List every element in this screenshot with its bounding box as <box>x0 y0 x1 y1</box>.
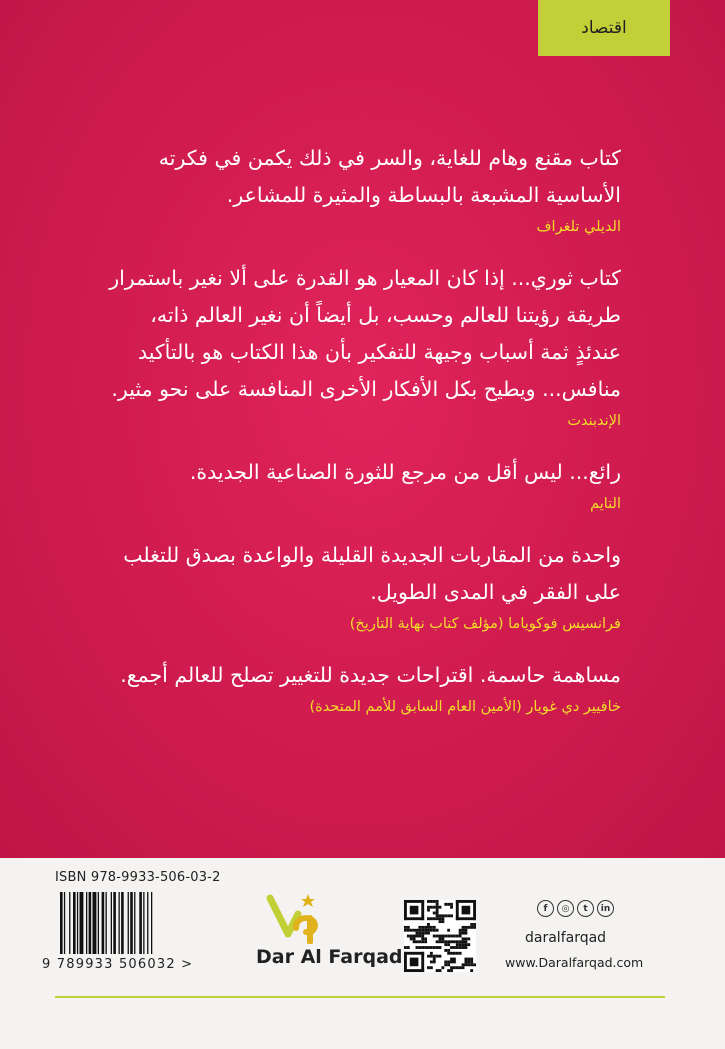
review <box>95 454 621 515</box>
facebook-icon[interactable]: f <box>537 900 554 917</box>
review-line: مساهمة حاسمة. اقتراحات جديدة للتغيير تصلح للعالم أجمع. <box>120 663 621 687</box>
barcode-digits: 9 789933 506032 > <box>42 957 194 972</box>
category-tag: اقتصاد <box>538 0 670 56</box>
barcode <box>60 892 190 954</box>
review <box>95 657 621 718</box>
social-icons <box>537 900 614 917</box>
review-line: كتاب ثوري... إذا كان المعيار هو القدرة على ألا نغير باستمرار <box>109 266 621 290</box>
review <box>95 140 621 238</box>
isbn-text: ISBN 978-9933-506-03-2 <box>55 870 221 885</box>
review <box>95 260 621 432</box>
review-line: عندئذٍ ثمة أسباب وجيهة للتفكير بأن هذا الكتاب هو بالتأكيد <box>137 340 621 364</box>
review <box>95 537 621 635</box>
review-source: خافيير دي غويار (الأمين العام السابق للأمم المتحدة) <box>309 699 621 715</box>
review-line: رائع... ليس أقل من مرجع للثورة الصناعية الجديدة. <box>189 460 621 484</box>
reviews <box>95 140 621 740</box>
accent-rule <box>55 996 665 998</box>
review-line: الأساسية المشبعة بالبساطة والمثيرة للمشاعر. <box>226 183 621 207</box>
review-line: طريقة رؤيتنا للعالم وحسب، بل أيضاً أن نغير العالم ذاته، <box>150 303 621 327</box>
twitter-icon[interactable]: t <box>577 900 594 917</box>
review-line: واحدة من المقاربات الجديدة القليلة والواعدة بصدق للتغلب <box>123 543 621 567</box>
review-line: منافس... ويطيح بكل الأفكار الأخرى المنافسة على نحو مثير. <box>111 377 621 401</box>
footer-strip <box>0 858 725 1049</box>
review-line: على الفقر في المدى الطويل. <box>370 580 621 604</box>
website-link[interactable]: www.Daralfarqad.com <box>505 955 644 970</box>
publisher-name: Dar Al Farqad <box>256 946 403 968</box>
review-source: التايم <box>590 496 621 512</box>
review-source: فرانسيس فوكوياما (مؤلف كتاب نهاية التاريخ) <box>349 616 621 632</box>
review-source: الديلي تلغراف <box>536 219 621 235</box>
review-source: الإندبندت <box>567 413 621 429</box>
review-line: كتاب مقنع وهام للغاية، والسر في ذلك يكمن في فكرته <box>158 146 621 170</box>
linkedin-icon[interactable]: in <box>597 900 614 917</box>
qr-code <box>404 900 476 972</box>
publisher-logo-icon <box>262 888 328 944</box>
social-handle: daralfarqad <box>525 930 607 946</box>
instagram-icon[interactable]: ◎ <box>557 900 574 917</box>
